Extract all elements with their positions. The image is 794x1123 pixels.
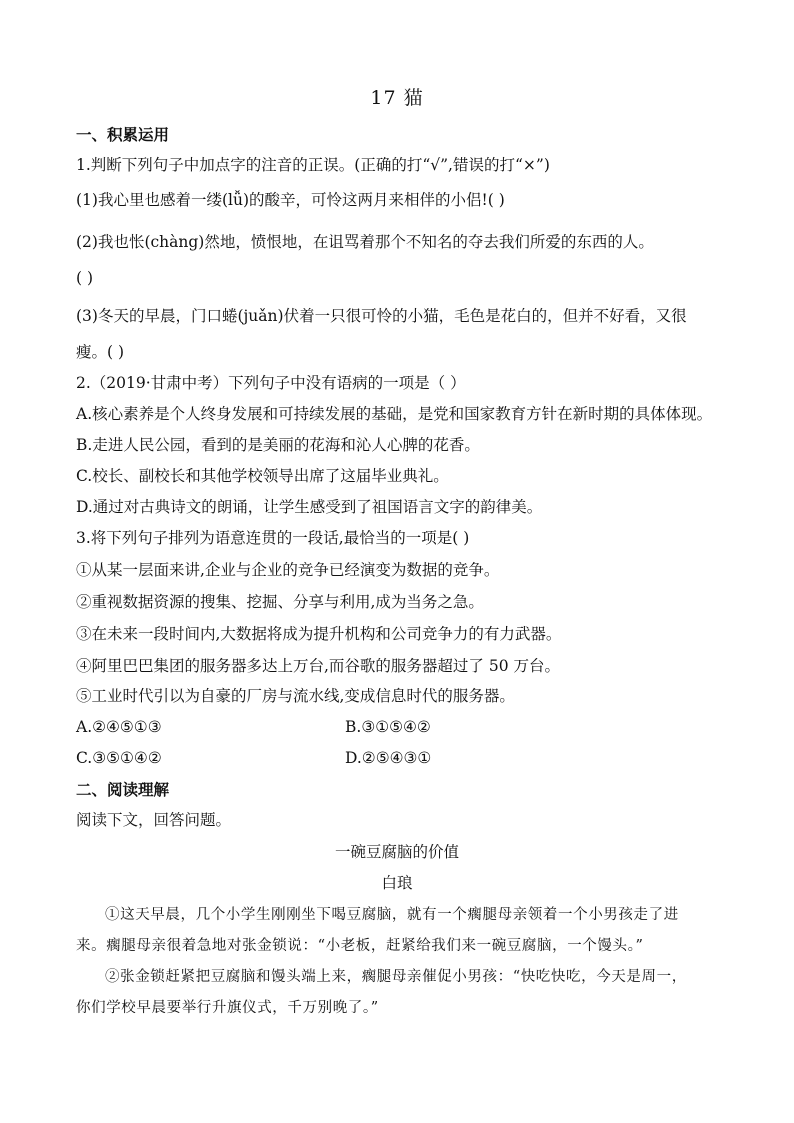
question-1-item-2: (2)我也怅(chàng)然地，愤恨地，在诅骂着那个不知名的夺去我们所爱的东西的人。	[76, 233, 654, 251]
question-3-sentence-3: ③在未来一段时间内,大数据将成为提升机构和公司竞争力的有力武器。	[76, 625, 562, 643]
question-2-stem: 2.（2019·甘肃中考）下列句子中没有语病的一项是（ ）	[76, 374, 466, 392]
question-1-item-2-blank: ( )	[76, 269, 94, 287]
question-1-item-3: (3)冬天的早晨，门口蜷(juǎn)伏着一只很可怜的小猫，毛色是花白的，但并不好看，又很	[76, 307, 687, 325]
reading-instruction: 阅读下文，回答问题。	[76, 811, 232, 829]
question-3-sentence-1: ①从某一层面来讲,企业与企业的竞争已经演变为数据的竞争。	[76, 561, 500, 579]
question-3-option-a: A.②④⑤①③	[76, 718, 162, 736]
question-3-sentence-5: ⑤工业时代引以为自豪的厂房与流水线,变成信息时代的服务器。	[76, 687, 515, 705]
story-title: 一碗豆腐脑的价值	[334, 843, 459, 861]
section-heading-reading: 二、阅读理解	[76, 780, 170, 799]
story-paragraph-1-line-2: 来。瘸腿母亲很着急地对张金锁说：“小老板，赶紧给我们来一碗豆腐脑，一个馒头。”	[76, 938, 644, 954]
question-1-item-1: (1)我心里也感着一缕(lǚ)的酸辛，可怜这两月来相伴的小侣!( )	[76, 191, 505, 209]
page-title: 17 猫	[370, 87, 424, 109]
story-paragraph-2-line-2: 你们学校早晨要举行升旗仪式，千万别晚了。”	[76, 1000, 379, 1016]
question-2-option-b: B.走进人民公园，看到的是美丽的花海和沁人心脾的花香。	[76, 436, 480, 454]
question-1-stem: 1.判断下列句子中加点字的注音的正误。(正确的打“√”,错误的打“×”)	[76, 156, 550, 174]
question-3-sentence-4: ④阿里巴巴集团的服务器多达上万台,而谷歌的服务器超过了 50 万台。	[76, 657, 561, 675]
question-3-option-b: B.③①⑤④②	[345, 718, 431, 736]
question-2-option-c: C.校长、副校长和其他学校领导出席了这届毕业典礼。	[76, 467, 449, 485]
story-paragraph-1-line-1: ①这天早晨，几个小学生刚刚坐下喝豆腐脑，就有一个瘸腿母亲领着一个小男孩走了进	[105, 907, 679, 923]
story-paragraph-2-line-1: ②张金锁赶紧把豆腐脑和馒头端上来，瘸腿母亲催促小男孩：“快吃快吃，今天是周一，	[105, 969, 687, 985]
question-3-stem: 3.将下列句子排列为语意连贯的一段话,最恰当的一项是( )	[76, 529, 470, 547]
question-3-option-c: C.③⑤①④②	[76, 749, 162, 767]
story-author: 白琅	[381, 874, 413, 892]
section-heading-accumulation: 一、积累运用	[76, 125, 170, 144]
question-3-sentence-2: ②重视数据资源的搜集、挖掘、分享与利用,成为当务之急。	[76, 593, 484, 611]
question-3-option-d: D.②⑤④③①	[345, 749, 432, 767]
question-2-option-d: D.通过对古典诗文的朗诵，让学生感受到了祖国语言文字的韵律美。	[76, 498, 543, 516]
question-1-item-3-cont: 瘦。( )	[76, 343, 125, 361]
question-2-option-a: A.核心素养是个人终身发展和可持续发展的基础，是党和国家教育方针在新时期的具体体现。	[76, 405, 713, 423]
